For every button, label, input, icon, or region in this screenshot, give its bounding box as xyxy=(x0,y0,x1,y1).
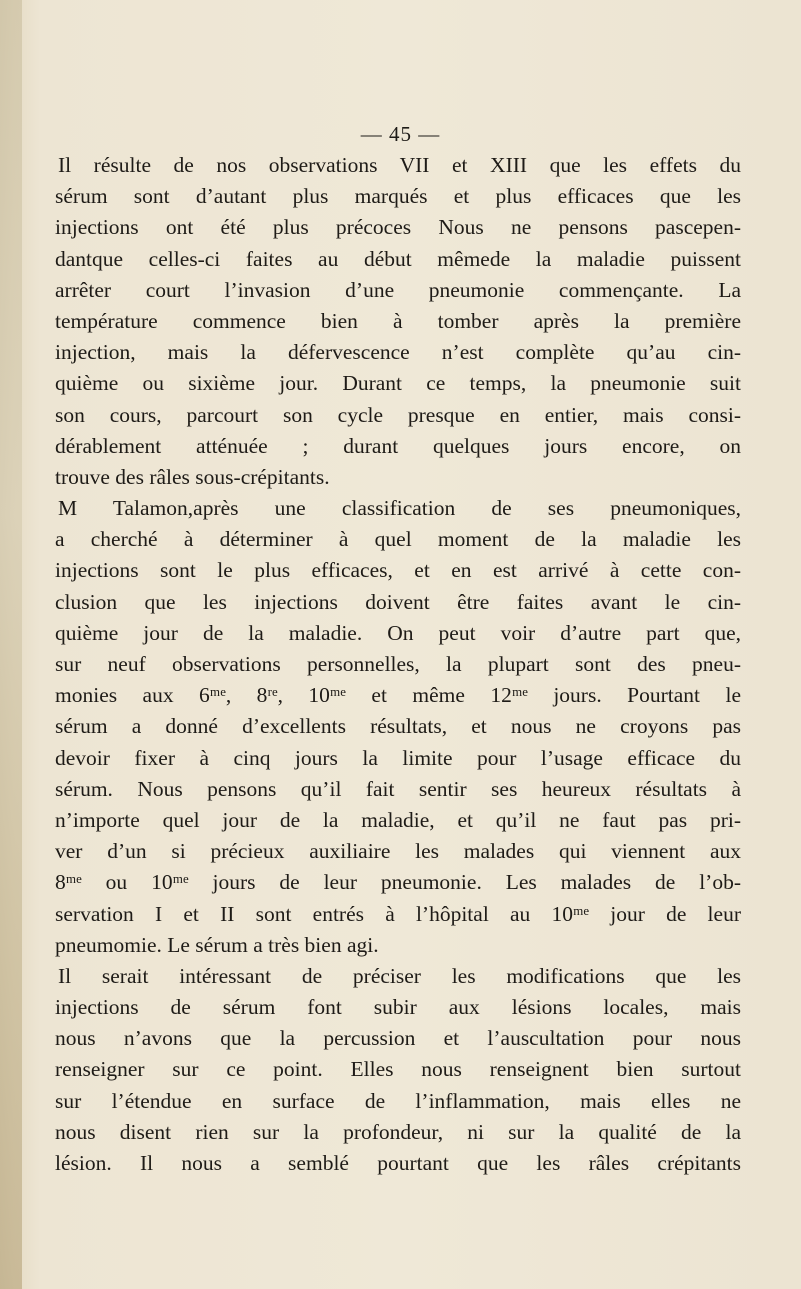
text-line: pneumomie. Le sérum a très bien agi. xyxy=(55,932,379,957)
text-line: M Talamon,après une classification de ses pneumoniques, xyxy=(58,496,741,521)
text-line: sérum sont d’autant plus marqués et plus efficaces que les xyxy=(55,184,741,209)
text-line: injections sont le plus efficaces, et en est arrivé à cette con- xyxy=(55,558,741,583)
text-line: son cours, parcourt son cycle presque en entier, mais consi- xyxy=(55,402,741,427)
text-line: lésion. Il nous a semblé pourtant que les râles crépitants xyxy=(55,1151,741,1175)
text-line: sur l’étendue en surface de l’inflammation, mais elles ne xyxy=(55,1088,741,1113)
text-line: trouve des râles sous-crépitants. xyxy=(55,464,330,489)
text-line: Il serait intéressant de préciser les modifications que les xyxy=(58,963,741,988)
text-line: Il résulte de nos observations VII et XIII que les effets du xyxy=(58,153,741,177)
text-line: servation I et II sont entrés à l’hôpital au 10ᵐᵉ jour de leur xyxy=(55,901,741,926)
page-number: — 45 — xyxy=(360,122,441,146)
text-line: sérum a donné d’excellents résultats, et nous ne croyons pas xyxy=(55,714,741,739)
text-line: renseigner sur ce point. Elles nous renseignent bien surtout xyxy=(55,1057,741,1082)
text-line: a cherché à déterminer à quel moment de la maladie les xyxy=(55,527,741,552)
text-line: n’importe quel jour de la maladie, et qu’il ne faut pas pri- xyxy=(55,807,741,832)
text-line: injection, mais la défervescence n’est complète qu’au cin- xyxy=(55,340,741,365)
text-line: ver d’un si précieux auxiliaire les malades qui viennent aux xyxy=(55,839,741,864)
text-line: température commence bien à tomber après la première xyxy=(55,308,741,333)
text-line: nous n’avons que la percussion et l’auscultation pour nous xyxy=(55,1026,741,1051)
page-binding-edge xyxy=(0,0,22,1289)
text-line: nous disent rien sur la profondeur, ni sur la qualité de la xyxy=(55,1119,741,1144)
text-line: quième jour de la maladie. On peut voir d’autre part que, xyxy=(55,620,741,645)
text-line: dérablement atténuée ; durant quelques jours encore, on xyxy=(55,433,741,458)
text-line: injections de sérum font subir aux lésions locales, mais xyxy=(55,995,741,1020)
text-line: dantque celles-ci faites au début mêmede la maladie puissent xyxy=(55,246,741,271)
text-line: devoir fixer à cinq jours la limite pour l’usage efficace du xyxy=(55,745,741,770)
text-line: sérum. Nous pensons qu’il fait sentir ses heureux résultats à xyxy=(55,776,741,801)
text-line: arrêter court l’invasion d’une pneumonie commençante. La xyxy=(55,277,741,302)
body-text xyxy=(55,150,741,1179)
text-line: monies aux 6ᵐᵉ, 8ʳᵉ, 10ᵐᵉ et même 12ᵐᵉ jours. Pourtant le xyxy=(55,683,741,708)
text-line: 8ᵐᵉ ou 10ᵐᵉ jours de leur pneumonie. Les malades de l’ob- xyxy=(55,870,741,895)
text-line: injections ont été plus précoces Nous ne pensons pascepen- xyxy=(55,215,741,240)
text-line: clusion que les injections doivent être faites avant le cin- xyxy=(55,589,741,614)
text-line: sur neuf observations personnelles, la plupart sont des pneu- xyxy=(55,652,741,676)
text-line: quième ou sixième jour. Durant ce temps, la pneumonie suit xyxy=(55,371,741,396)
